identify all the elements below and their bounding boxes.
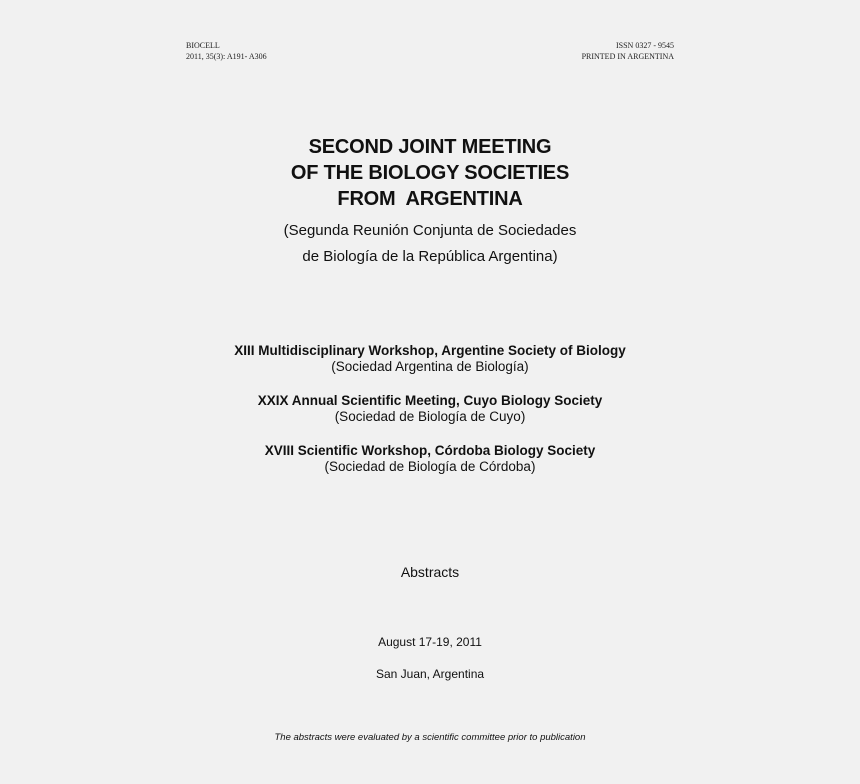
title-line: OF THE BIOLOGY SOCIETIES [290,162,570,184]
review-note: The abstracts were evaluated by a scientific committee prior to publication [274,732,586,743]
event-name: XVIII Scientific Workshop, Córdoba Biology Society [264,443,596,458]
issn: ISSN 0327 - 9545 [615,41,674,50]
title-line: FROM ARGENTINA [337,188,523,210]
event-name: XXIX Annual Scientific Meeting, Cuyo Biology Society [257,393,603,408]
event-item [0,393,860,425]
meeting-dates: August 17-19, 2011 [378,635,482,649]
event-item [0,443,860,475]
document-title [0,134,860,212]
subtitle-line: de Biología de la República Argentina) [302,248,558,265]
meeting-location: San Juan, Argentina [375,667,485,681]
printed-in: PRINTED IN ARGENTINA [581,52,674,61]
document-subtitle [0,218,860,270]
event-item [0,343,860,375]
subtitle-line: (Segunda Reunión Conjunta de Sociedades [283,222,577,239]
event-society: (Sociedad Argentina de Biología) [331,359,529,374]
event-society: (Sociedad de Biología de Cuyo) [334,409,526,424]
event-society: (Sociedad de Biología de Córdoba) [324,459,536,474]
section-label: Abstracts [400,564,460,580]
title-line: SECOND JOINT MEETING [308,136,552,158]
journal-name: BIOCELL [186,41,220,50]
journal-citation: 2011, 35(3): A191- A306 [186,52,267,61]
journal-header [186,40,267,62]
issn-header [582,40,674,62]
event-name: XIII Multidisciplinary Workshop, Argentine Society of Biology [234,343,626,358]
